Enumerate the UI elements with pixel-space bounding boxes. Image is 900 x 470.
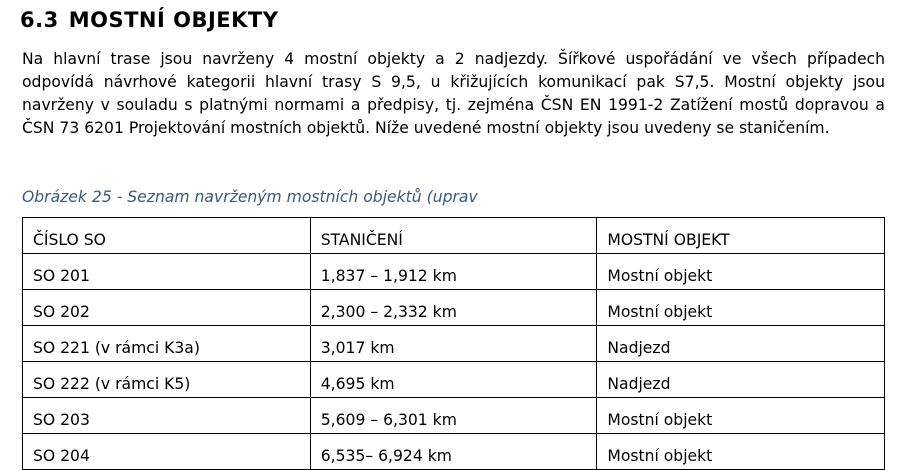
cell-so-number: SO 201 — [23, 254, 311, 290]
figure-caption: Obrázek 25 - Seznam navrženým mostních objektů (uprav — [22, 188, 478, 206]
table-row — [23, 434, 885, 470]
cell-chainage: 1,837 – 1,912 km — [310, 254, 597, 290]
body-paragraph: Na hlavní trase jsou navrženy 4 mostní objekty a 2 nadjezdy. Šířkové uspořádání ve všech případech odpovídá návrhové kategorii hlavní trasy S 9,5, u křižujících komunikací pak S7,5. Mostní objekty jsou navrženy v souladu s platnými normami a předpisy, tj. zejména ČSN EN 1991-2 Zatížení mostů dopravou a ČSN 73 6201 Projektování mostních objektů. Níže uvedené mostní objekty jsou uvedeny se staničením. — [22, 50, 885, 137]
cell-so-number: SO 222 (v rámci K5) — [23, 362, 311, 398]
cell-so-number: SO 203 — [23, 398, 311, 434]
table-header-row — [23, 218, 885, 254]
table-row — [23, 398, 885, 434]
cell-chainage: 2,300 – 2,332 km — [310, 290, 597, 326]
cell-bridge-type: Mostní objekt — [597, 290, 885, 326]
bridge-objects-table — [22, 217, 885, 470]
cell-so-number: SO 202 — [23, 290, 311, 326]
cell-so-number: SO 221 (v rámci K3a) — [23, 326, 311, 362]
section-heading — [20, 6, 278, 34]
table-row — [23, 362, 885, 398]
cell-chainage: 4,695 km — [310, 362, 597, 398]
cell-bridge-type: Mostní objekt — [597, 254, 885, 290]
cell-chainage: 3,017 km — [310, 326, 597, 362]
cell-chainage: 6,535– 6,924 km — [310, 434, 597, 470]
header-bridge-type: MOSTNÍ OBJEKT — [597, 218, 885, 254]
header-chainage: STANIČENÍ — [310, 218, 597, 254]
cell-bridge-type: Nadjezd — [597, 326, 885, 362]
cell-bridge-type: Mostní objekt — [597, 398, 885, 434]
table-row — [23, 254, 885, 290]
table-row — [23, 290, 885, 326]
section-number: 6.3 — [20, 8, 59, 32]
section-title: MOSTNÍ OBJEKTY — [68, 8, 279, 32]
cell-chainage: 5,609 – 6,301 km — [310, 398, 597, 434]
table-row — [23, 326, 885, 362]
cell-so-number: SO 204 — [23, 434, 311, 470]
header-so-number: ČÍSLO SO — [23, 218, 311, 254]
cell-bridge-type: Nadjezd — [597, 362, 885, 398]
cell-bridge-type: Mostní objekt — [597, 434, 885, 470]
